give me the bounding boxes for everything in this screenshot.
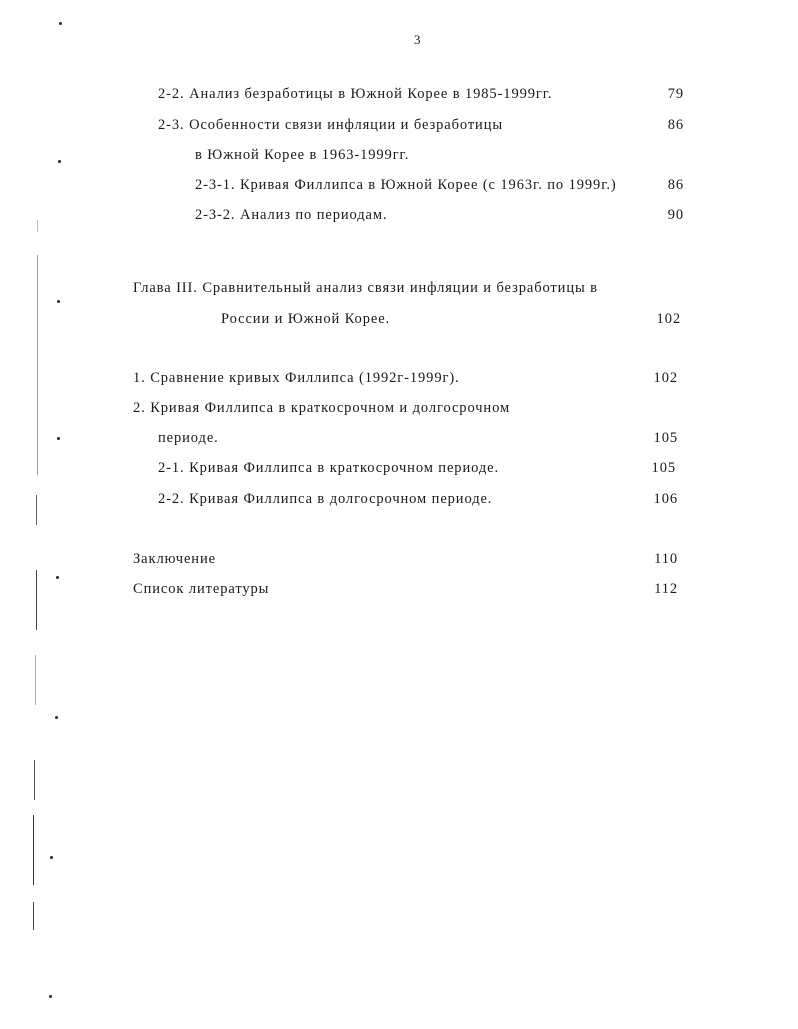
toc-entry-c3-2-2-label: 2-2. Кривая Филлипса в долгосрочном периоде. [158,491,493,507]
page-number: 3 [414,32,421,47]
toc-entry-2-1-page: 105 [651,460,676,476]
scan-speck [58,160,61,163]
toc-conclusion-page: 110 [654,551,678,567]
scan-margin-line [36,570,37,630]
scan-speck [57,300,60,303]
toc-entry-2-2-label: 2-2. Анализ безработицы в Южной Корее в 1985-1999гг. [158,86,553,102]
scan-speck [49,995,52,998]
scan-margin-line [37,220,38,232]
toc-entry-2-2-page: 79 [667,86,684,102]
toc-references-label: Список литературы [133,581,270,597]
toc-entry-2-3-page: 86 [667,117,684,133]
toc-chapter-3-label: Глава III. Сравнительный анализ связи инфляции и безработицы в [133,280,598,296]
toc-entry-1-label: 1. Сравнение кривых Филлипса (1992г-1999г). [133,370,460,386]
scan-speck [57,437,60,440]
toc-entry-2-label: 2. Кривая Филлипса в краткосрочном и долгосрочном [133,400,511,416]
scan-margin-line [35,655,36,705]
toc-entry-2-3-2-page: 90 [667,207,684,223]
toc-entry-2-page: 105 [653,430,678,446]
toc-chapter-3-label-cont: России и Южной Корее. [221,311,391,327]
toc-entry-2-3-1-label: 2-3-1. Кривая Филлипса в Южной Корее (с 1963г. по 1999г.) [195,177,617,193]
scan-margin-line [33,815,34,885]
toc-entry-1-page: 102 [653,370,678,386]
scan-margin-line [36,495,37,525]
toc-references-page: 112 [654,581,678,597]
toc-entry-2-3-label-cont: в Южной Корее в 1963-1999гг. [195,147,410,163]
toc-entry-2-1-label: 2-1. Кривая Филлипса в краткосрочном периоде. [158,460,499,476]
toc-entry-2-3-2-label: 2-3-2. Анализ по периодам. [195,207,388,223]
scan-margin-line [37,255,38,475]
toc-entry-c3-2-2-page: 106 [653,491,678,507]
toc-entry-2-3-label: 2-3. Особенности связи инфляции и безработицы [158,117,504,133]
toc-entry-2-3-1-page: 86 [667,177,684,193]
toc-entry-2-label-cont: периоде. [158,430,219,446]
scan-speck [56,576,59,579]
toc-conclusion-label: Заключение [133,551,216,567]
scan-speck [55,716,58,719]
scan-margin-line [34,760,35,800]
scan-speck [59,22,62,25]
scan-speck [50,856,53,859]
toc-chapter-3-page: 102 [656,311,681,327]
scan-margin-line [33,902,34,930]
